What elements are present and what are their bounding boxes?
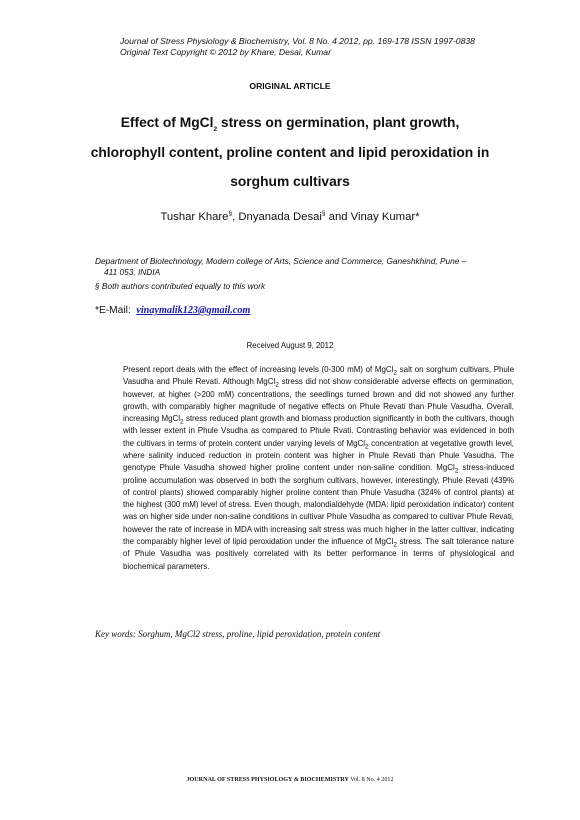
- abstract-text: stress did not show considerable adverse effects on germination, however, at higher (>200 mM) concentrations, the seedlings turned brown and did not showed any further growth, with comparably higher magnitude of negative effects on Phule Revati than Phule Vasudha. Overall, increasing MgCl: [123, 377, 514, 424]
- corresponding-email: [95, 305, 250, 316]
- copyright-notice: Original Text Copyright © 2012 by Khare, Desai, Kumar: [120, 47, 331, 57]
- equal-contribution-mark: §: [228, 210, 233, 218]
- author-separator: ,: [232, 211, 239, 223]
- author-name: Vinay Kumar*: [350, 211, 420, 223]
- abstract-text: salt on sorghum cultivars, Phule Vasudha and Phule Revati. Although MgCl: [123, 365, 514, 387]
- author-separator: and: [325, 211, 351, 223]
- title-line-1: [0, 115, 580, 133]
- subscript: 2: [393, 541, 397, 549]
- subscript: 2: [454, 467, 459, 475]
- email-label: *E-Mail:: [95, 305, 137, 316]
- subscript: 2: [365, 443, 369, 451]
- abstract-text: stress reduced plant growth and biomass production significantly in both the cultivars, though with lesser extent in Phule Vsudha as compared to Phule Rvati. Contrasting behavior was evidenced in both the cultivars in terms of protein content under varying levels of MgCl: [123, 414, 514, 448]
- title-text: stress on germination, plant growth,: [217, 115, 460, 130]
- affiliation-line: 411 053, INDIA: [104, 267, 161, 277]
- subscript: 2: [393, 369, 398, 377]
- equal-contribution-mark: §: [321, 210, 326, 218]
- journal-citation: Journal of Stress Physiology & Biochemistry, Vol. 8 No. 4 2012, pp. 169-178 ISSN 1997-0838: [120, 36, 475, 46]
- title-line-3: sorghum cultivars: [230, 174, 350, 189]
- affiliation-line: Department of Biotechnology, Modern college of Arts, Science and Commerce, Ganeshkhind, Pune –: [95, 256, 467, 266]
- subscript: 2: [180, 418, 184, 426]
- abstract-paragraph: [123, 364, 514, 573]
- contribution-note: § Both authors contributed equally to this work: [95, 281, 266, 291]
- title-line-2: chlorophyll content, proline content and lipid peroxidation in: [90, 145, 490, 160]
- author-list: [0, 211, 580, 223]
- abstract-text: stress. The salt tolerance nature of Phule Vasudha was positively correlated with its better performance in terms of physiological and biochemical parameters.: [123, 536, 514, 571]
- abstract-text: Present report deals with the effect of increasing levels (0-300 mM) of MgCl: [123, 365, 394, 374]
- page-footer: [0, 777, 580, 783]
- abstract-text: stress-induced proline accumulation was observed in both the sorghum cultivars, however, interestingly, Phule Revati (439% of control plants) showed comparably higher proline content than Phule Vasudha (324% of control plants) at the highest (300 mM) level of stress. Even though, malondialdehyde (MDA: lipid peroxidation indicator) content was on higher side under non-saline conditions in cultivar Phule Vasudha as compared to cultivar Phule Revati, however the rate of increase in MDA with increasing salt stress was much higher in the latter cultivar, indicating the comparably higher level of lipid peroxidation under the influence of MgCl: [123, 463, 514, 546]
- footer-issue: Vol. 8 No. 4 2012: [348, 777, 394, 783]
- abstract-text: concentration at vegetative growth level, where salinity induced reduction in protein content was higher in Phule Revati than Phule Vasudha. The genotype Phule Vasudha showed higher proline content under non-saline condition. MgCl: [123, 438, 514, 473]
- abstract: [123, 364, 514, 573]
- author-name: Dnyanada Desai: [238, 211, 322, 223]
- title-text: Effect of MgCl: [120, 115, 214, 130]
- email-link[interactable]: vinaymalik123@gmail.com: [136, 305, 251, 316]
- received-date: Received August 9, 2012: [246, 341, 334, 350]
- subscript: 2: [275, 381, 279, 389]
- title-subscript: 2: [213, 125, 218, 133]
- author-name: Tushar Khare: [160, 211, 229, 223]
- keywords: Key words: Sorghum, MgCl2 stress, proline, lipid peroxidation, protein content: [95, 629, 381, 639]
- article-type-label: ORIGINAL ARTICLE: [249, 81, 331, 91]
- footer-journal: JOURNAL OF STRESS PHYSIOLOGY & BIOCHEMISTRY: [186, 777, 349, 783]
